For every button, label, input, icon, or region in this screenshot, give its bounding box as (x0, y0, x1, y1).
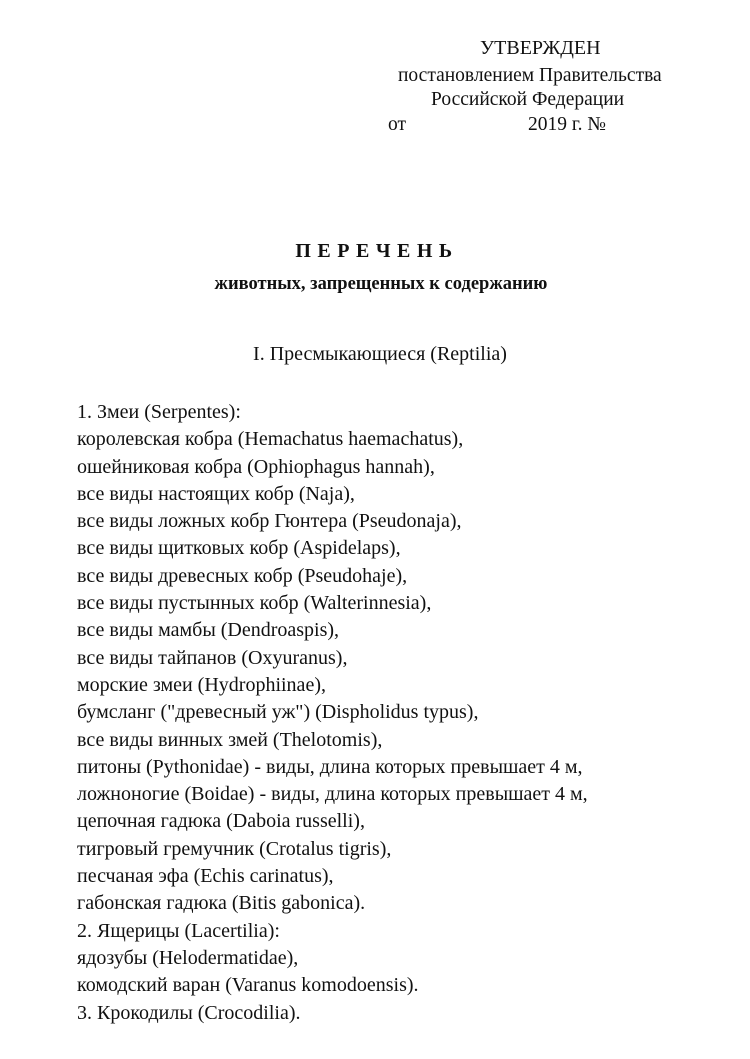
list-item: все виды древесных кобр (Pseudohaje), (77, 564, 408, 587)
approval-authority: Российской Федерации (431, 89, 625, 110)
list-item: все виды мамбы (Dendroaspis), (77, 619, 340, 642)
list-item: цепочная гадюка (Daboia russelli), (77, 810, 365, 833)
list-item: все виды винных змей (Thelotomis), (77, 728, 383, 751)
list-subheading: 2. Ящерицы (Lacertilia): (77, 919, 280, 942)
approval-by: постановлением Правительства (398, 65, 662, 86)
list-item: питоны (Pythonidae) - виды, длина которых превышает 4 м, (77, 755, 583, 778)
list-item: ложноногие (Boidae) - виды, длина которых превышает 4 м, (77, 783, 588, 806)
list-subheading: 1. Змеи (Serpentes): (77, 401, 241, 423)
list-item: бумсланг ("древесный уж") (Dispholidus typus), (77, 701, 479, 724)
approval-date-prefix: от (388, 114, 407, 135)
list-item: комодский варан (Varanus komodoensis). (77, 974, 419, 997)
list-item: все виды тайпанов (Oxyuranus), (77, 646, 348, 669)
list-item: все виды щитковых кобр (Aspidelaps), (77, 537, 401, 560)
list-item: все виды настоящих кобр (Naja), (77, 482, 355, 505)
list-item: песчаная эфа (Echis carinatus), (77, 865, 334, 888)
list-subheading: 3. Крокодилы (Crocodilia). (77, 1001, 301, 1024)
approval-label: УТВЕРЖДЕН (480, 37, 601, 59)
list-item: тигровый гремучник (Crotalus tigris), (77, 837, 392, 860)
list-item: габонская гадюка (Bitis gabonica). (77, 892, 366, 915)
document-title: ПЕРЕЧЕНЬ (295, 240, 459, 262)
list-item: королевская кобра (Hemachatus haemachatus), (77, 428, 464, 451)
approval-date-year: 2019 г. № (528, 114, 607, 135)
list-item: ядозубы (Helodermatidae), (77, 946, 299, 969)
list-item: морские змеи (Hydrophiinae), (77, 673, 326, 696)
section-heading: I. Пресмыкающиеся (Reptilia) (253, 343, 507, 365)
animal-list (77, 399, 588, 1027)
list-item: все виды ложных кобр Гюнтера (Pseudonaja), (77, 510, 462, 533)
document-subtitle: животных, запрещенных к содержанию (214, 274, 548, 294)
list-item: все виды пустынных кобр (Walterinnesia), (77, 592, 432, 615)
list-item: ошейниковая кобра (Ophiophagus hannah), (77, 455, 435, 478)
